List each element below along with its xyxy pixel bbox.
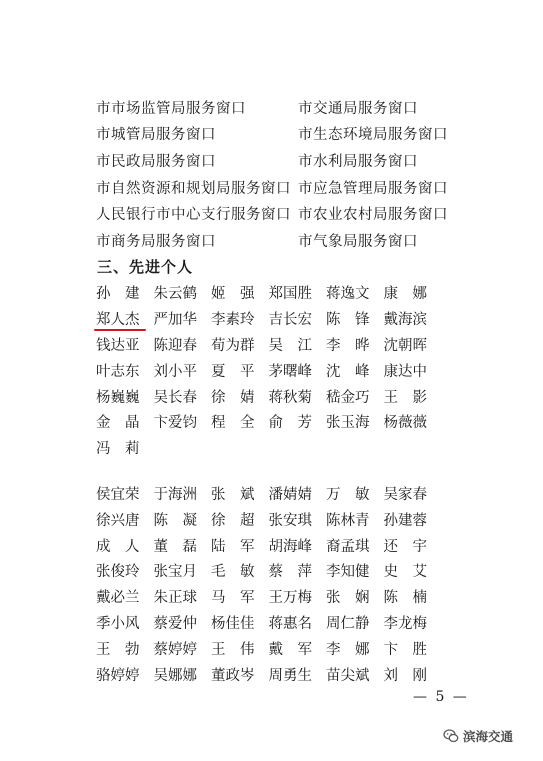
person-name: 卞 胜 (383, 641, 427, 658)
person-name: 李 娜 (326, 641, 370, 658)
person-name: 蒋秋菊 (268, 389, 312, 406)
unit-name: 人民银行市中心支行服务窗口 (96, 207, 291, 224)
name-row (96, 558, 441, 584)
page-number: — 5 — (413, 689, 469, 705)
person-name: 万 敏 (326, 486, 370, 503)
person-name: 钱达亚 (96, 337, 140, 354)
unit-name: 市交通局服务窗口 (298, 100, 418, 117)
unit-name: 市自然资源和规划局服务窗口 (96, 180, 291, 197)
person-name: 沈朝晖 (383, 337, 427, 354)
person-name: 蒋惠名 (268, 615, 312, 632)
person-name: 荀为群 (211, 337, 255, 354)
name-row (96, 610, 441, 636)
person-name: 周仁静 (326, 615, 370, 632)
person-name: 戴海滨 (383, 312, 427, 329)
person-name: 蔡爱仲 (153, 615, 197, 632)
person-name: 吴娜娜 (153, 667, 197, 684)
person-name: 张宝月 (153, 564, 197, 581)
unit-name: 市应急管理局服务窗口 (298, 180, 448, 197)
unit-name: 市商务局服务窗口 (96, 233, 216, 250)
person-name: 张 娴 (326, 590, 370, 607)
person-name: 杨薇薇 (383, 415, 427, 432)
person-name: 李龙梅 (383, 615, 427, 632)
unit-name: 市民政局服务窗口 (96, 153, 216, 170)
person-name: 裔孟琪 (326, 538, 370, 555)
person-name: 吴家春 (383, 486, 427, 503)
person-name: 马 军 (211, 590, 255, 607)
wechat-watermark (443, 727, 513, 745)
person-name: 朱云鹤 (153, 286, 197, 303)
unit-name: 市气象局服务窗口 (298, 233, 418, 250)
person-name: 董 磊 (153, 538, 197, 555)
person-name: 茅曙峰 (268, 363, 312, 380)
person-name: 严加华 (153, 312, 197, 329)
person-name: 杨佳佳 (211, 615, 255, 632)
person-name: 姬 强 (211, 286, 255, 303)
person-name: 金 晶 (96, 415, 140, 432)
person-name: 王万梅 (268, 590, 312, 607)
person-name: 胡海峰 (268, 538, 312, 555)
red-underline-mark (94, 329, 146, 331)
person-name: 吴 江 (268, 337, 312, 354)
person-name: 陈迎春 (153, 337, 197, 354)
person-name: 杨巍巍 (96, 389, 140, 406)
name-row (96, 409, 441, 435)
person-name: 陆 军 (211, 538, 255, 555)
name-row (96, 661, 441, 687)
unit-name: 市市场监管局服务窗口 (96, 100, 246, 117)
person-name: 徐 婧 (211, 389, 255, 406)
person-name: 徐 超 (211, 512, 255, 529)
name-row (96, 532, 441, 558)
person-name: 孙 建 (96, 286, 140, 303)
person-name: 张俊玲 (96, 564, 140, 581)
name-row (96, 635, 441, 661)
person-name: 刘小平 (153, 363, 197, 380)
person-name: 张安琪 (268, 512, 312, 529)
person-name: 成 人 (96, 538, 140, 555)
person-name: 嵇金巧 (326, 389, 370, 406)
person-name: 王 勃 (96, 641, 140, 658)
person-name: 朱正球 (153, 590, 197, 607)
person-name: 康 娜 (383, 286, 427, 303)
name-row (96, 383, 441, 409)
unit-row (96, 174, 516, 201)
unit-name: 市农业农村局服务窗口 (298, 207, 448, 224)
person-name: 程 全 (211, 415, 255, 432)
name-row (96, 506, 441, 532)
unit-row (96, 121, 516, 148)
person-name: 蒋逸文 (326, 286, 370, 303)
person-name: 陈 楠 (383, 590, 427, 607)
person-name: 于海洲 (153, 486, 197, 503)
wechat-logo-icon (443, 728, 459, 744)
person-name: 冯 莉 (96, 441, 140, 458)
person-name: 苗尖斌 (326, 667, 370, 684)
person-name: 孙建蓉 (383, 512, 427, 529)
person-name: 戴 军 (268, 641, 312, 658)
watermark-text: 滨海交通 (463, 729, 514, 744)
person-name: 徐兴唐 (96, 512, 140, 529)
person-name: 张玉海 (326, 415, 370, 432)
person-name: 康达中 (383, 363, 427, 380)
group-gap (96, 461, 441, 481)
unit-row (96, 94, 516, 121)
person-name: 李素玲 (211, 312, 255, 329)
person-name: 蔡婷婷 (153, 641, 197, 658)
person-name: 郑国胜 (268, 286, 312, 303)
person-name: 王 影 (383, 389, 427, 406)
name-row (96, 435, 441, 461)
unit-name: 市水利局服务窗口 (298, 153, 418, 170)
person-name: 戴必兰 (96, 590, 140, 607)
unit-row (96, 147, 516, 174)
person-name: 刘 刚 (383, 667, 427, 684)
person-name: 陈 锋 (326, 312, 370, 329)
person-name: 陈林青 (326, 512, 370, 529)
person-name: 陈 凝 (153, 512, 197, 529)
person-name: 张 斌 (211, 486, 255, 503)
name-row (96, 332, 441, 358)
person-name: 潘婧婧 (268, 486, 312, 503)
person-name: 周勇生 (268, 667, 312, 684)
person-name: 叶志东 (96, 363, 140, 380)
person-name: 郑人杰 (96, 312, 140, 329)
name-row (96, 584, 441, 610)
person-name: 吴长春 (153, 389, 197, 406)
person-name: 蔡 萍 (268, 564, 312, 581)
person-name: 卞爱钧 (153, 415, 197, 432)
unit-row (96, 227, 516, 254)
name-row (96, 357, 441, 383)
person-name: 吉长宏 (268, 312, 312, 329)
person-name: 沈 峰 (326, 363, 370, 380)
name-list (96, 280, 441, 687)
name-row (96, 306, 441, 332)
unit-row (96, 200, 516, 227)
section-title: 三、先进个人 (97, 258, 194, 276)
person-name: 王 伟 (211, 641, 255, 658)
person-name: 季小风 (96, 615, 140, 632)
person-name: 毛 敏 (211, 564, 255, 581)
unit-name: 市城管局服务窗口 (96, 127, 216, 144)
person-name: 李 晔 (326, 337, 370, 354)
name-row (96, 481, 441, 507)
unit-list (96, 94, 516, 254)
unit-name: 市生态环境局服务窗口 (298, 127, 448, 144)
person-name: 骆婷婷 (96, 667, 140, 684)
person-name: 史 艾 (383, 564, 427, 581)
person-name: 夏 平 (211, 363, 255, 380)
person-name: 俞 芳 (268, 415, 312, 432)
person-name: 李知健 (326, 564, 370, 581)
person-name: 董政岑 (211, 667, 255, 684)
person-name: 还 宇 (383, 538, 427, 555)
person-name: 侯宜荣 (96, 486, 140, 503)
name-row (96, 280, 441, 306)
